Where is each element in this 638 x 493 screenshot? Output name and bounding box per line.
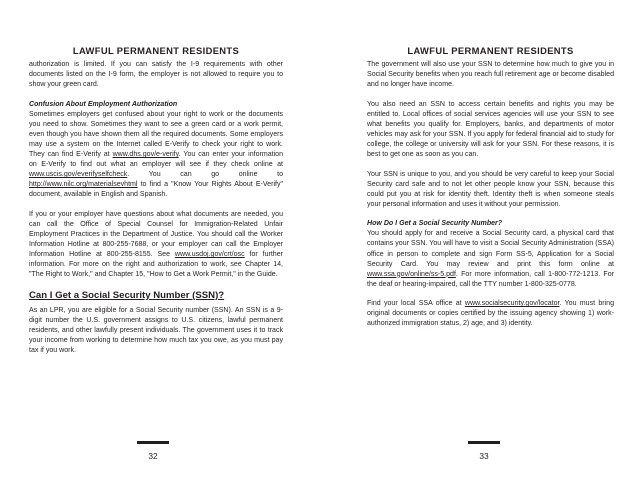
page-number-rule <box>137 441 169 444</box>
page-number: 32 <box>148 451 158 461</box>
link-e-verify[interactable]: www.dhs.gov/e-verify <box>112 150 179 158</box>
text-span: If you or your employer have questions about what documents are needed, you can call the Office of Special Counsel for Immigration-Related Unfair Employment Practices in the Department of Justice. You should call the Worker Information Hotline at 800-255-7688, or your employer can call the Employer Information Hotline at 800-255-8155. See <box>29 210 283 258</box>
link-nilc[interactable]: http://www.nilc.org/materialsevhtml <box>29 181 138 189</box>
link-ssa-locator[interactable]: www.socialsecurity.gov/locator <box>464 300 560 308</box>
running-header: LAWFUL PERMANENT RESIDENTS <box>407 45 574 56</box>
paragraph: As an LPR, you are eligible for a Social Security number (SSN). An SSN is a 9-digit number the U.S. government assigns to U.S. citizens, lawful permanent residents, and other lawfully present individuals. The government uses it to track your income from working to determine how much tax you owe, as you must pay tax if you work. <box>29 306 283 354</box>
text-span: for further information. For more on the right and authorization to work, see Chapter 14, "The Right to Work," and Chapter 15, "How to Get a Work Permit," in the Guide. <box>29 250 283 279</box>
text-span: . You must bring original documents or copies certified by the issuing agency showing 1) work-authorized immigration status, 2) age, and 3) identity. <box>367 300 614 328</box>
paragraph <box>29 210 283 280</box>
text-span: Find your local SSA office at <box>367 300 465 308</box>
link-usdoj[interactable]: www.usdoj.gov/crt/osc <box>174 250 245 258</box>
paragraph: Your SSN is unique to you, and you should be very careful to keep your Social Security card safe and to not let other people know your SSN, because this could put you at risk for identity theft. Identity theft is when someone steals your personal information and uses it without your permission. <box>367 170 614 208</box>
link-everify-selfcheck[interactable]: www.uscis.gov/everifyselfcheck <box>29 171 128 179</box>
page-number-rule <box>468 441 500 444</box>
paragraph <box>367 229 614 289</box>
text-span: . For more information, call 1-800-772-1213. For the deaf or hearing-impaired, call the TTY number 1-800-325-0778. <box>367 270 614 288</box>
paragraph <box>29 110 283 200</box>
page-right <box>367 0 614 493</box>
page-body <box>367 60 614 339</box>
subheading: How Do I Get a Social Security Number? <box>367 220 503 228</box>
section-heading: Can I Get a Social Security Number (SSN)? <box>29 289 225 301</box>
text-span: . You can go online to <box>127 171 283 179</box>
paragraph: authorization is limited. If you can satisfy the I-9 requirements with other documents listed on the I-9 form, the employer is not allowed to require you to show your green card. <box>29 61 283 89</box>
paragraph: You also need an SSN to access certain benefits and rights you may be entitled to. Local offices of social services agencies will use your SSN to see what benefits you qualify for. Employers, banks, and departments of motor vehicles may ask for your SSN. If you apply for federal financial aid to study for college, the college or university will ask for your SSN. For these reasons, it is best to get one as soon as you can. <box>367 100 614 158</box>
page-body <box>29 60 283 366</box>
text-span: You should apply for and receive a Social Security card, a physical card that contains your SSN. You will have to visit a Social Security Administration (SSA) office in person to complete and sign Form SS-5, Application for a Social Security Card. You may review and print this form online at <box>367 230 614 268</box>
paragraph <box>367 299 614 329</box>
text-span: Sometimes employers get confused about your right to work or the documents you need to show. Sometimes they want to see a green card or a work permit, even though you have shown them all the required documents. Some employers may use a system on the Internet called E-Verify to check your right to work. They can find E-Verify at <box>29 110 283 158</box>
text-span: . You can enter your information on E-Verify to find out what an employer will see if they check online at <box>29 150 283 169</box>
subheading: Confusion About Employment Authorization <box>29 100 178 108</box>
page-left <box>29 0 283 493</box>
page-number: 33 <box>479 451 489 461</box>
paragraph: The government will also use your SSN to determine how much to give you in Social Security benefits when you reach full retirement age or become disabled and no longer have income. <box>367 61 614 89</box>
link-ssa-form[interactable]: www.ssa.gov/online/ss-5.pdf <box>367 270 456 278</box>
text-span: to find a "Know Your Rights About E-Verify" document, available in English and Spanish. <box>29 181 283 199</box>
running-header: LAWFUL PERMANENT RESIDENTS <box>72 45 240 56</box>
